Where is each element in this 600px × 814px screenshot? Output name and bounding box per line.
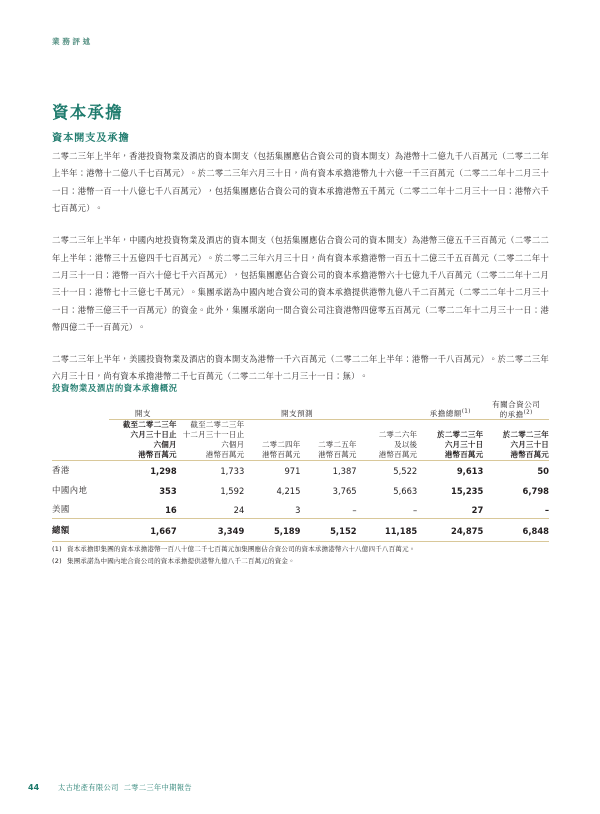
colhead-2026-and-after <box>357 420 418 461</box>
row-cell: – <box>413 504 418 515</box>
group-header-total-commitment <box>417 400 483 420</box>
footnote-ref-2: (2) <box>523 409 533 416</box>
row-cell: 27 <box>471 504 484 515</box>
colhead-line: 六個月 <box>153 440 177 449</box>
colhead-line: 六月三十日止 <box>130 430 177 440</box>
row-cell: 1,298 <box>150 466 177 477</box>
table-total-row <box>52 519 549 541</box>
colhead-line: 二零二六年 <box>378 430 418 440</box>
row-cell: 9,613 <box>456 466 484 477</box>
footnote-2-mark: (2) <box>52 557 62 566</box>
colhead-line: 六月三十日 <box>510 440 549 449</box>
row-cell: 15,235 <box>451 485 484 496</box>
total-cell: 11,185 <box>357 519 418 541</box>
group-header-total-commitment-label: 承擔總額 <box>429 409 462 419</box>
row-label: 香港 <box>52 465 70 476</box>
row-cell: 50 <box>537 466 549 477</box>
row-cell: – <box>544 504 549 515</box>
footnote-1 <box>52 543 549 555</box>
row-cell: 24 <box>233 504 245 515</box>
row-cell: 971 <box>284 466 301 477</box>
colhead-line: 二零二五年 <box>318 440 357 449</box>
colhead-line: 六月三十日 <box>444 440 484 449</box>
group-header-jv-line2: 的承擔 <box>499 409 524 419</box>
colhead-line: 及以後 <box>394 440 418 449</box>
footnote-2 <box>52 555 549 567</box>
page-number: 44 <box>28 783 40 792</box>
body-text <box>52 148 549 400</box>
footnote-1-mark: (1) <box>52 545 62 553</box>
footer-report-title: 二零二三年中期報告 <box>123 783 192 792</box>
colhead-line: 二零二四年 <box>261 440 301 449</box>
colhead-jv-at-jun-2023 <box>483 420 549 461</box>
colhead-2024 <box>244 420 300 461</box>
colhead-line: 港幣百萬元 <box>444 449 484 459</box>
table-row <box>52 480 549 499</box>
row-cell: 353 <box>159 485 177 496</box>
row-cell: 5,663 <box>393 485 418 496</box>
footer-company: 太古地產有限公司 <box>58 783 119 792</box>
running-head: 業務評述 <box>52 37 93 46</box>
colhead-line: 於二零二三年 <box>502 430 549 440</box>
colhead-line: 港幣百萬元 <box>261 449 301 459</box>
row-cell: 6,798 <box>522 485 549 496</box>
page-title: 資本承擔 <box>52 103 123 123</box>
row-cell: 3,765 <box>332 485 357 496</box>
table-group-header-row <box>52 400 549 420</box>
colhead-line: 港幣百萬元 <box>510 449 549 459</box>
section-subtitle: 資本開支及承擔 <box>52 133 130 145</box>
row-label: 中國內地 <box>52 484 88 495</box>
row-label: 美國 <box>52 503 70 514</box>
table-row <box>52 460 549 480</box>
colhead-line: 截至二零二三年 <box>190 420 245 430</box>
row-cell: 4,215 <box>276 485 301 496</box>
row-cell: 16 <box>165 504 177 515</box>
table-caption: 投資物業及酒店的資本承擔概況 <box>52 383 178 393</box>
total-cell: 5,152 <box>300 519 356 541</box>
row-cell: 1,387 <box>332 466 357 477</box>
row-cell: 5,522 <box>393 466 418 477</box>
colhead-line: 於二零二三年 <box>437 430 484 440</box>
total-cell: 5,189 <box>244 519 300 541</box>
page-footer <box>28 783 192 793</box>
row-cell: 3 <box>295 504 301 515</box>
total-cell: 1,667 <box>109 519 177 541</box>
group-header-jv-commitment <box>483 400 549 420</box>
row-cell: 1,733 <box>220 466 245 477</box>
group-header-expenditure: 開支 <box>109 400 177 420</box>
footnotes <box>52 543 549 567</box>
colhead-line: 六個月 <box>221 440 245 449</box>
total-cell: 24,875 <box>417 519 483 541</box>
footnote-ref-1: (1) <box>461 408 471 415</box>
colhead-line: 港幣百萬元 <box>205 449 245 459</box>
total-label: 總額 <box>52 519 109 541</box>
capital-commitments-table <box>52 400 549 542</box>
paragraph-mainland-china: 二零二三年上半年，中國內地投資物業及酒店的資本開支（包括集團應佔合資公司的資本開支）為港幣三億五千三百萬元（二零二二年上半年：港幣三十五億四千七百萬元）。於二零二三年六月三十日，尚有資本承擔港幣一百五十二億三千五百萬元（二零二二年十二月三十一日：港幣一百六十億七千六百萬元），包括集團應佔合資公司的資本承擔港幣六十七億九千八百萬元（二零二二年十二月三十一日：港幣七十三億七千萬元）。集團承諾為中國內地合資公司的資本承擔提供港幣九億八千二百萬元（二零二二年十二月三十一日：港幣三億三千一百萬元）的資金。此外，集團承諾向一間合資公司注資港幣四億零五百萬元（二零二二年十二月三十一日：港幣四億二千一百萬元）。 <box>52 235 549 333</box>
total-cell: 3,349 <box>177 519 245 541</box>
paragraph-hongkong: 二零二三年上半年，香港投資物業及酒店的資本開支（包括集團應佔合資公司的資本開支）為港幣十二億九千八百萬元（二零二二年上半年：港幣十二億八千七百萬元）。於二零二三年六月三十日，尚有資本承擔港幣九十六億一千三百萬元（二零二二年十二月三十一日：港幣一百一十八億七千八百萬元），包括集團應佔合資公司的資本承擔港幣五千萬元（二零二二年十二月三十一日：港幣六千七百萬元）。 <box>52 151 549 214</box>
group-header-jv-line1: 有關合資公司 <box>492 400 541 409</box>
row-cell: – <box>352 504 357 515</box>
table-column-header-row <box>52 420 549 461</box>
total-cell: 6,848 <box>483 519 549 541</box>
colhead-total-at-jun-2023 <box>417 420 483 461</box>
colhead-6m-jun-2023 <box>109 420 177 461</box>
colhead-6m-dec-2023 <box>177 420 245 461</box>
row-cell: 1,592 <box>220 485 245 496</box>
paragraph-usa: 二零二三年上半年，美國投資物業及酒店的資本開支為港幣一千六百萬元（二零二二年上半年：港幣一千八百萬元）。於二零二三年六月三十日，尚有資本承擔港幣二千七百萬元（二零二二年十二月三十一日：無）。 <box>52 354 549 382</box>
colhead-2025 <box>300 420 356 461</box>
colhead-line: 港幣百萬元 <box>318 449 357 459</box>
colhead-line: 港幣百萬元 <box>378 449 418 459</box>
colhead-line: 截至二零二三年 <box>122 420 177 430</box>
colhead-line: 十二月三十一日止 <box>182 430 245 440</box>
footnote-2-text: 集團承諾為中國內地合資公司的資本承擔提供港幣九億八千二百萬元的資金。 <box>67 557 295 566</box>
colhead-line: 港幣百萬元 <box>138 449 177 459</box>
group-header-forecast: 開支預測 <box>177 400 418 420</box>
table-row <box>52 499 549 519</box>
footnote-1-text: 資本承擔即集團的資本承擔港幣一百八十億二千七百萬元加集團應佔合資公司的資本承擔港幣六十八億四千八百萬元。 <box>67 545 416 553</box>
